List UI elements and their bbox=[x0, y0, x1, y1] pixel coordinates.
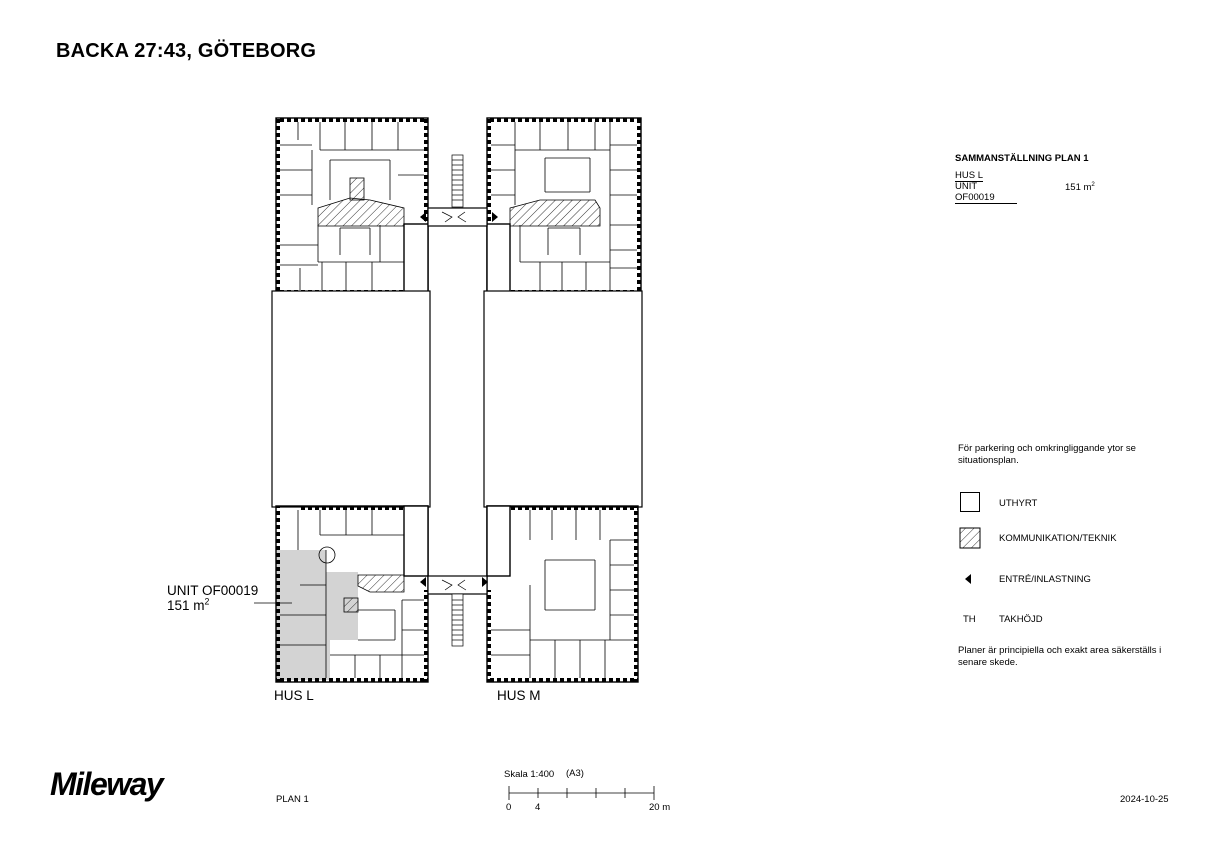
unit-callout-id: UNIT OF00019 bbox=[167, 583, 259, 598]
summary-heading: SAMMANSTÄLLNING PLAN 1 bbox=[955, 153, 1089, 164]
legend-rented-swatch bbox=[960, 492, 980, 512]
legend-hatch-swatch bbox=[960, 528, 980, 548]
block-hus-m-north bbox=[487, 118, 641, 310]
unit-callout bbox=[167, 583, 258, 613]
scale-tick-4: 4 bbox=[535, 802, 541, 813]
building-label-right: HUS M bbox=[497, 688, 541, 703]
legend-label-rented: UTHYRT bbox=[999, 498, 1038, 509]
legend-label-entrance: ENTRÉ/INLASTNING bbox=[999, 574, 1091, 585]
legend-label-ceiling: TAKHÖJD bbox=[999, 614, 1043, 625]
legend-note-disclaimer: Planer är principiella och exakt area säkerställs i senare skede. bbox=[958, 645, 1162, 668]
paper-size: (A3) bbox=[566, 768, 584, 779]
open-area-right bbox=[484, 291, 642, 507]
summary-building: HUS L bbox=[955, 170, 983, 181]
block-hus-m-south bbox=[487, 506, 638, 682]
building-label-left: HUS L bbox=[274, 688, 314, 703]
plan-label: PLAN 1 bbox=[276, 794, 309, 805]
block-hus-l-north bbox=[276, 118, 428, 294]
date-label: 2024-10-25 bbox=[1120, 794, 1169, 805]
legend-arrow-icon bbox=[965, 574, 971, 584]
page-title: BACKA 27:43, GÖTEBORG bbox=[56, 40, 317, 62]
scale-tick-0: 0 bbox=[506, 802, 512, 813]
scale-bar bbox=[509, 786, 654, 800]
scale-tick-20: 20 m bbox=[649, 802, 671, 813]
legend-label-communication: KOMMUNIKATION/TEKNIK bbox=[999, 533, 1117, 544]
summary-area: 151 $m^2$ bbox=[1065, 180, 1095, 193]
scale-label: Skala 1:400 bbox=[504, 769, 555, 780]
unit-callout-area: 151 $m^2$ bbox=[167, 596, 210, 613]
staircases bbox=[452, 155, 463, 646]
mileway-logo: Mileway bbox=[50, 766, 163, 802]
summary-unit: UNIT OF00019 bbox=[955, 181, 1017, 204]
legend-symbol-th: TH bbox=[963, 614, 976, 625]
connector-corridors bbox=[428, 208, 487, 594]
open-area-left bbox=[272, 291, 430, 507]
legend-note-parking: För parkering och omkringliggande ytor se situationsplan. bbox=[958, 443, 1136, 466]
